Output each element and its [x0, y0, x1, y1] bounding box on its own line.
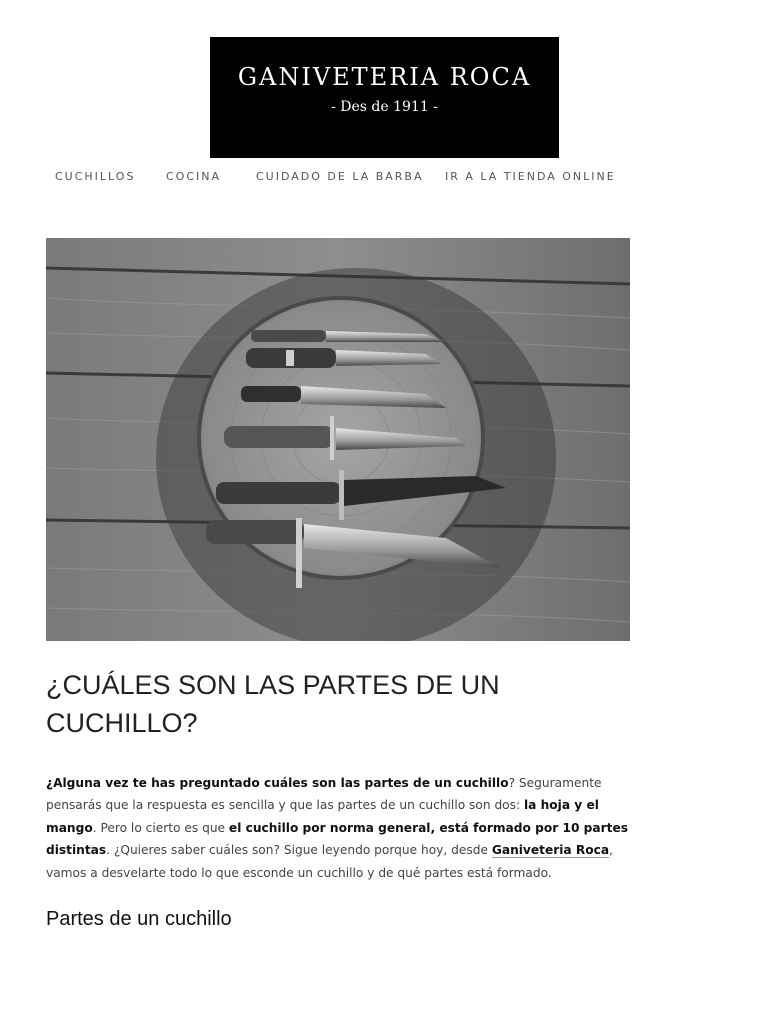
logo-brand-name: GANIVETERIA ROCA: [237, 63, 532, 91]
nav-item-cuchillos[interactable]: CUCHILLOS: [55, 170, 136, 183]
section-heading: Partes de un cuchillo: [46, 908, 232, 930]
nav-item-tienda-online[interactable]: IR A LA TIENDA ONLINE: [445, 170, 616, 183]
article-intro: [46, 772, 636, 884]
intro-question: ¿Alguna vez te has preguntado cuáles son las partes de un cuchillo: [46, 776, 509, 790]
nav-item-cocina[interactable]: COCINA: [166, 170, 222, 183]
article-title: ¿CUÁLES SON LAS PARTES DE UN CUCHILLO?: [46, 670, 500, 738]
intro-text-3: . ¿Quieres saber cuáles son? Sigue leyendo porque hoy, desde: [106, 843, 492, 858]
ganiveteria-roca-link[interactable]: Ganiveteria Roca: [491, 843, 610, 858]
site-logo[interactable]: [210, 37, 559, 158]
hero-image-knives: [46, 238, 630, 641]
logo-tagline: - Des de 1911 -: [331, 99, 438, 115]
intro-text-2: . Pero lo cierto es que: [92, 820, 229, 835]
nav-item-cuidado-barba[interactable]: CUIDADO DE LA BARBA: [256, 170, 424, 183]
main-navigation: [0, 170, 768, 184]
intro-text-4: , vamos a desvelarte todo lo que esconde un cuchillo y de qué partes está formado.: [46, 843, 613, 880]
intro-text-1: ? Seguramente pensarás que la respuesta es sencilla y que las partes de un cuchillo son dos:: [46, 776, 602, 813]
intro-emphasis-10-partes: el cuchillo por norma general, está formado por 10 partes distintas: [46, 820, 628, 858]
intro-emphasis-hoja-mango: la hoja y el mango: [46, 798, 599, 835]
